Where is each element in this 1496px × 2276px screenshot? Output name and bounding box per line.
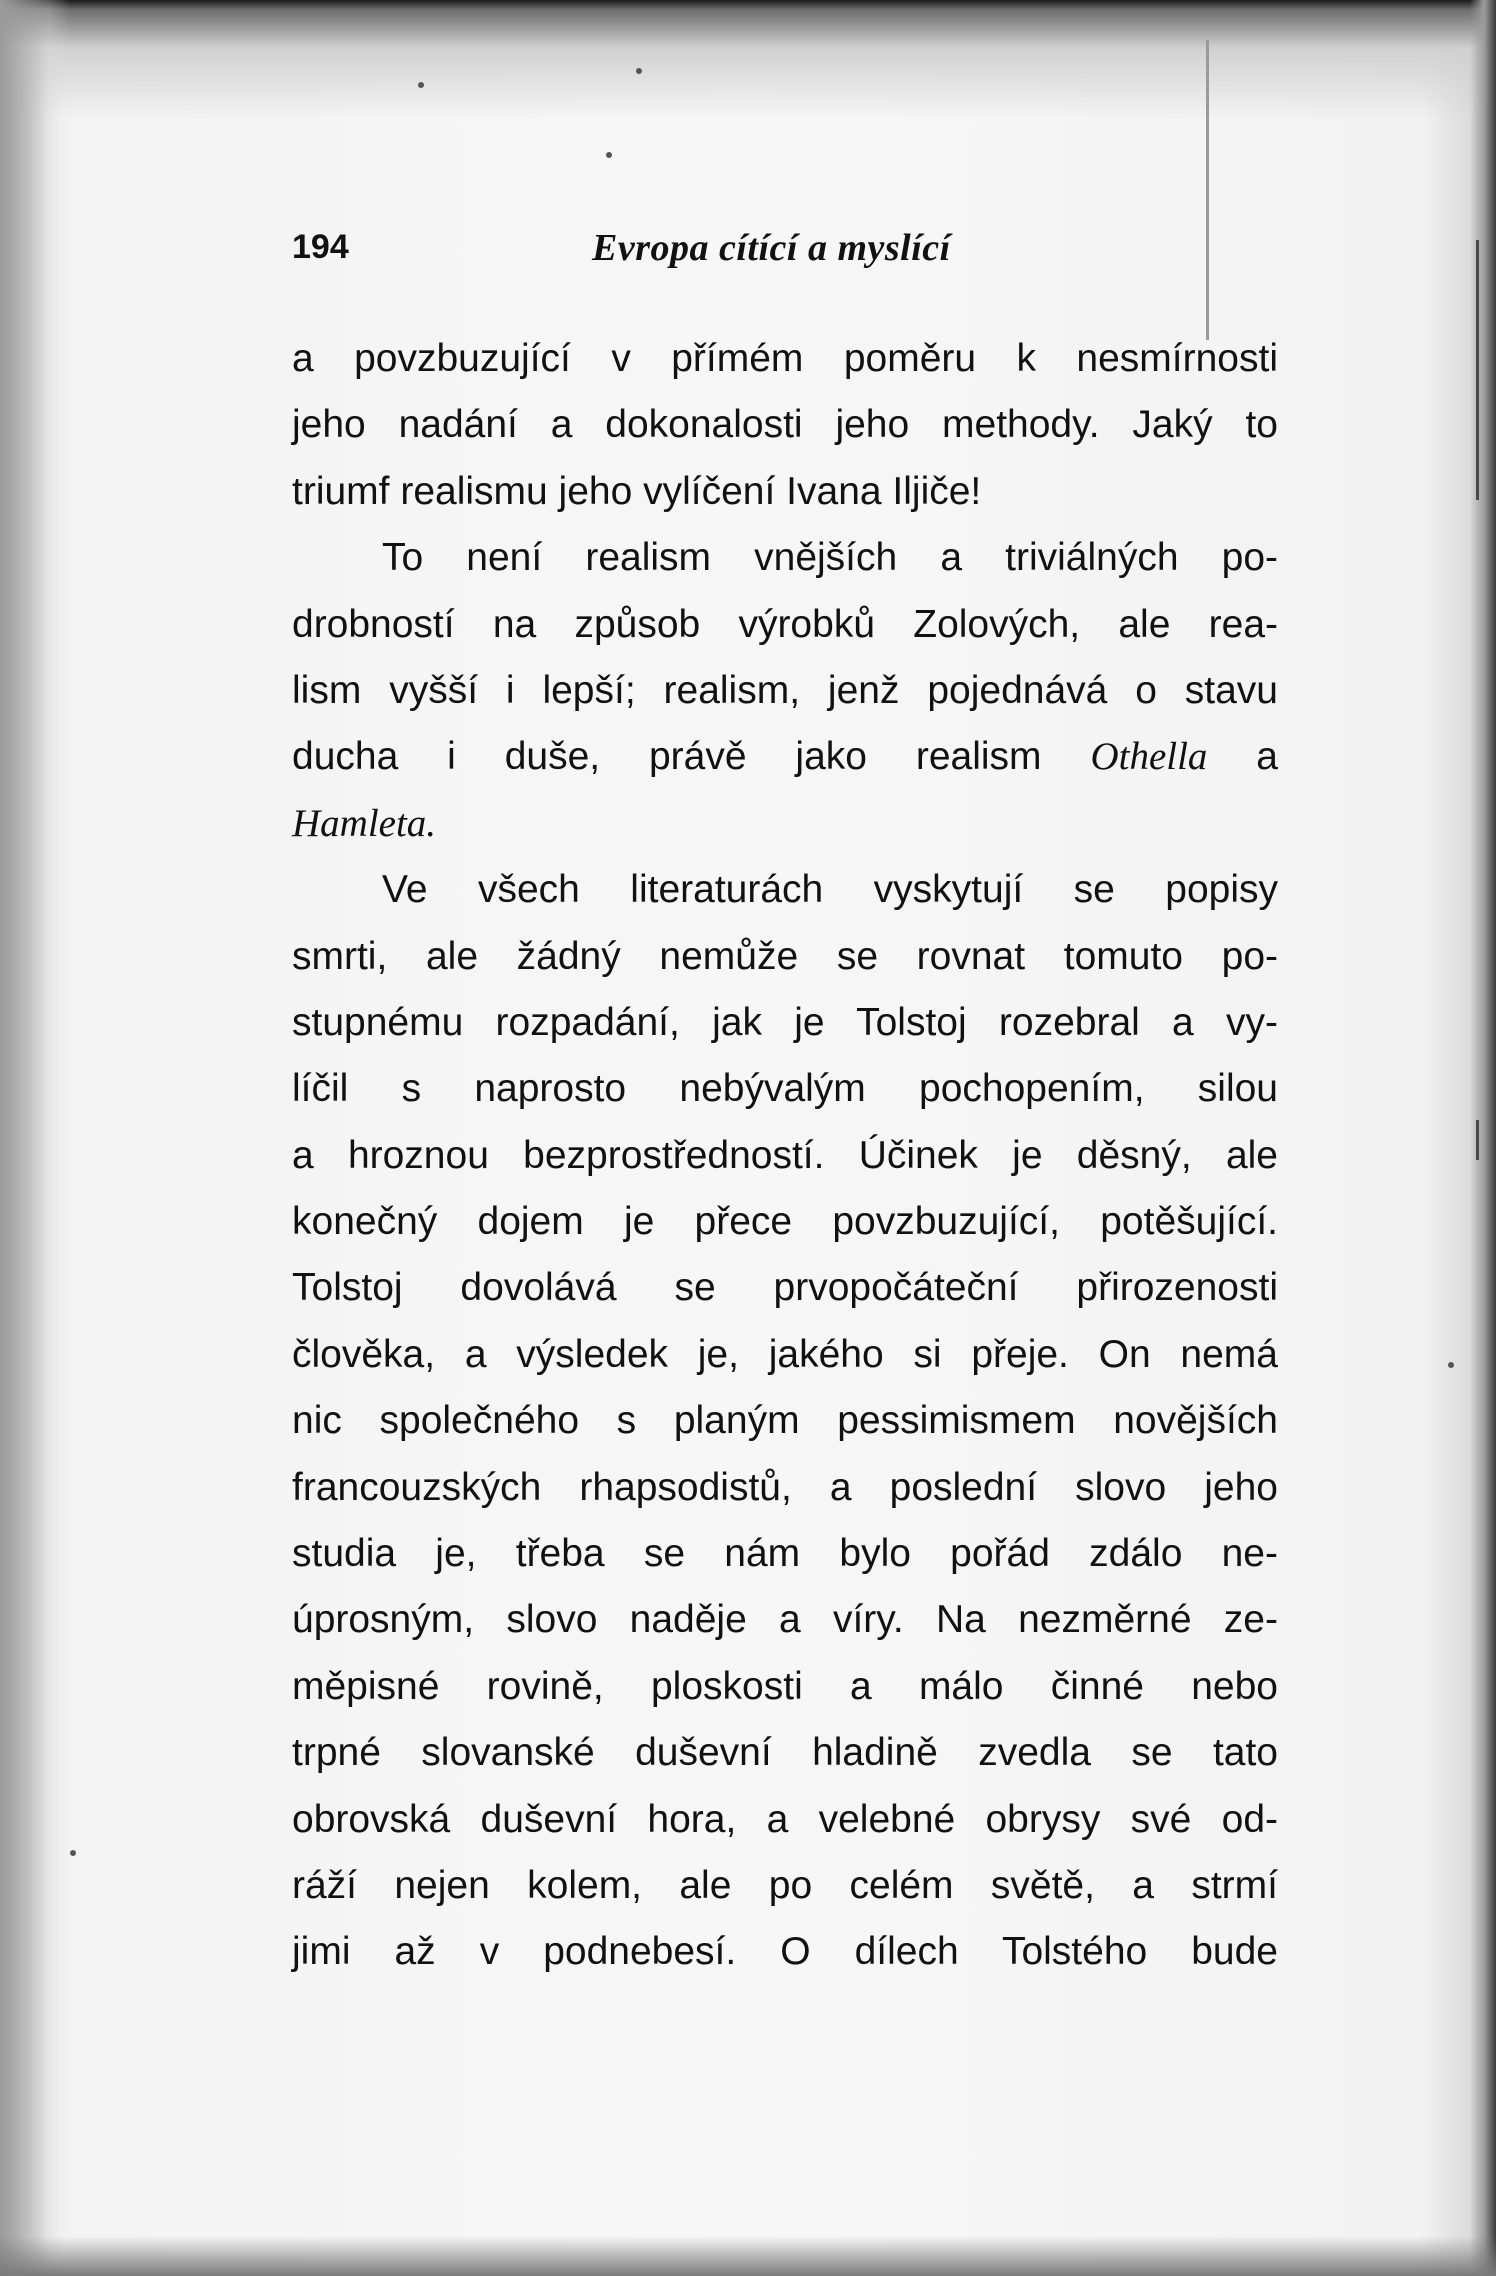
text-line: ráží nejen kolem, ale po celém světě, a strmí xyxy=(292,1863,1278,1907)
scan-left-shadow xyxy=(0,0,70,2276)
text-line: jeho nadání a dokonalosti jeho methody. Jaký to xyxy=(292,403,1278,447)
text-line: obrovská duševní hora, a velebné obrysy své od- xyxy=(292,1797,1278,1841)
text-line: To není realism vnějších a triviálných po- xyxy=(382,536,1278,580)
scan-fold-line xyxy=(1206,40,1209,340)
text-line: smrti, ale žádný nemůže se rovnat tomuto po- xyxy=(292,934,1278,978)
text-line: a hroznou bezprostředností. Účinek je děsný, ale xyxy=(292,1133,1278,1177)
text-line xyxy=(292,724,1278,790)
text-line: drobností na způsob výrobků Zolových, ale rea- xyxy=(292,602,1278,646)
text-line: lism vyšší i lepší; realism, jenž pojednává o stavu xyxy=(292,668,1278,712)
scan-speck xyxy=(606,152,612,158)
text-line: studia je, třeba se nám bylo pořád zdálo ne- xyxy=(292,1532,1278,1576)
text-line: Tolstoj dovolává se prvopočáteční přirozenosti xyxy=(292,1266,1278,1310)
text-line xyxy=(292,791,1278,857)
text-line: trpné slovanské duševní hladině zvedla se tato xyxy=(292,1731,1278,1775)
title-hamleta: Hamleta. xyxy=(292,801,437,845)
body-text xyxy=(292,326,1278,1986)
text-line: a povzbuzující v přímém poměru k nesmírnosti xyxy=(292,337,1278,380)
scan-edge-mark xyxy=(1476,240,1479,500)
text-run: a xyxy=(1207,735,1278,779)
text-line: líčil s naprosto nebývalým pochopením, silou xyxy=(292,1067,1278,1111)
text-line: triumf realismu jeho vylíčení Ivana Iljiče! xyxy=(292,469,982,513)
text-run: ducha i duše, právě jako realism xyxy=(292,735,1091,779)
text-line: nic společného s planým pessimismem novějších xyxy=(292,1399,1278,1443)
scan-right-edge xyxy=(1470,0,1496,2276)
running-title: Evropa cítící a myslící xyxy=(592,227,951,269)
title-othella: Othella xyxy=(1090,735,1208,779)
page-number: 194 xyxy=(292,228,349,266)
scan-bottom-shadow xyxy=(0,2236,1496,2276)
scan-edge-mark xyxy=(1476,1120,1479,1160)
scan-top-shadow xyxy=(0,0,1496,120)
text-line: úprosným, slovo naděje a víry. Na nezměrné ze- xyxy=(292,1598,1278,1642)
page-header xyxy=(292,228,1278,288)
scan-speck xyxy=(70,1850,76,1856)
text-line: Ve všech literaturách vyskytují se popisy xyxy=(382,868,1278,912)
text-line: člověka, a výsledek je, jakého si přeje. On nemá xyxy=(292,1332,1278,1376)
text-line: měpisné rovině, ploskosti a málo činné nebo xyxy=(292,1664,1278,1708)
scan-speck xyxy=(418,82,424,88)
text-line: jimi až v podnebesí. O dílech Tolstého bude xyxy=(292,1930,1278,1974)
text-line: konečný dojem je přece povzbuzující, potěšující. xyxy=(292,1200,1278,1244)
scan-speck xyxy=(1448,1362,1454,1368)
text-line: stupnému rozpadání, jak je Tolstoj rozebral a vy- xyxy=(292,1000,1278,1044)
scan-speck xyxy=(636,68,642,74)
text-line: francouzských rhapsodistů, a poslední slovo jeho xyxy=(292,1465,1278,1509)
